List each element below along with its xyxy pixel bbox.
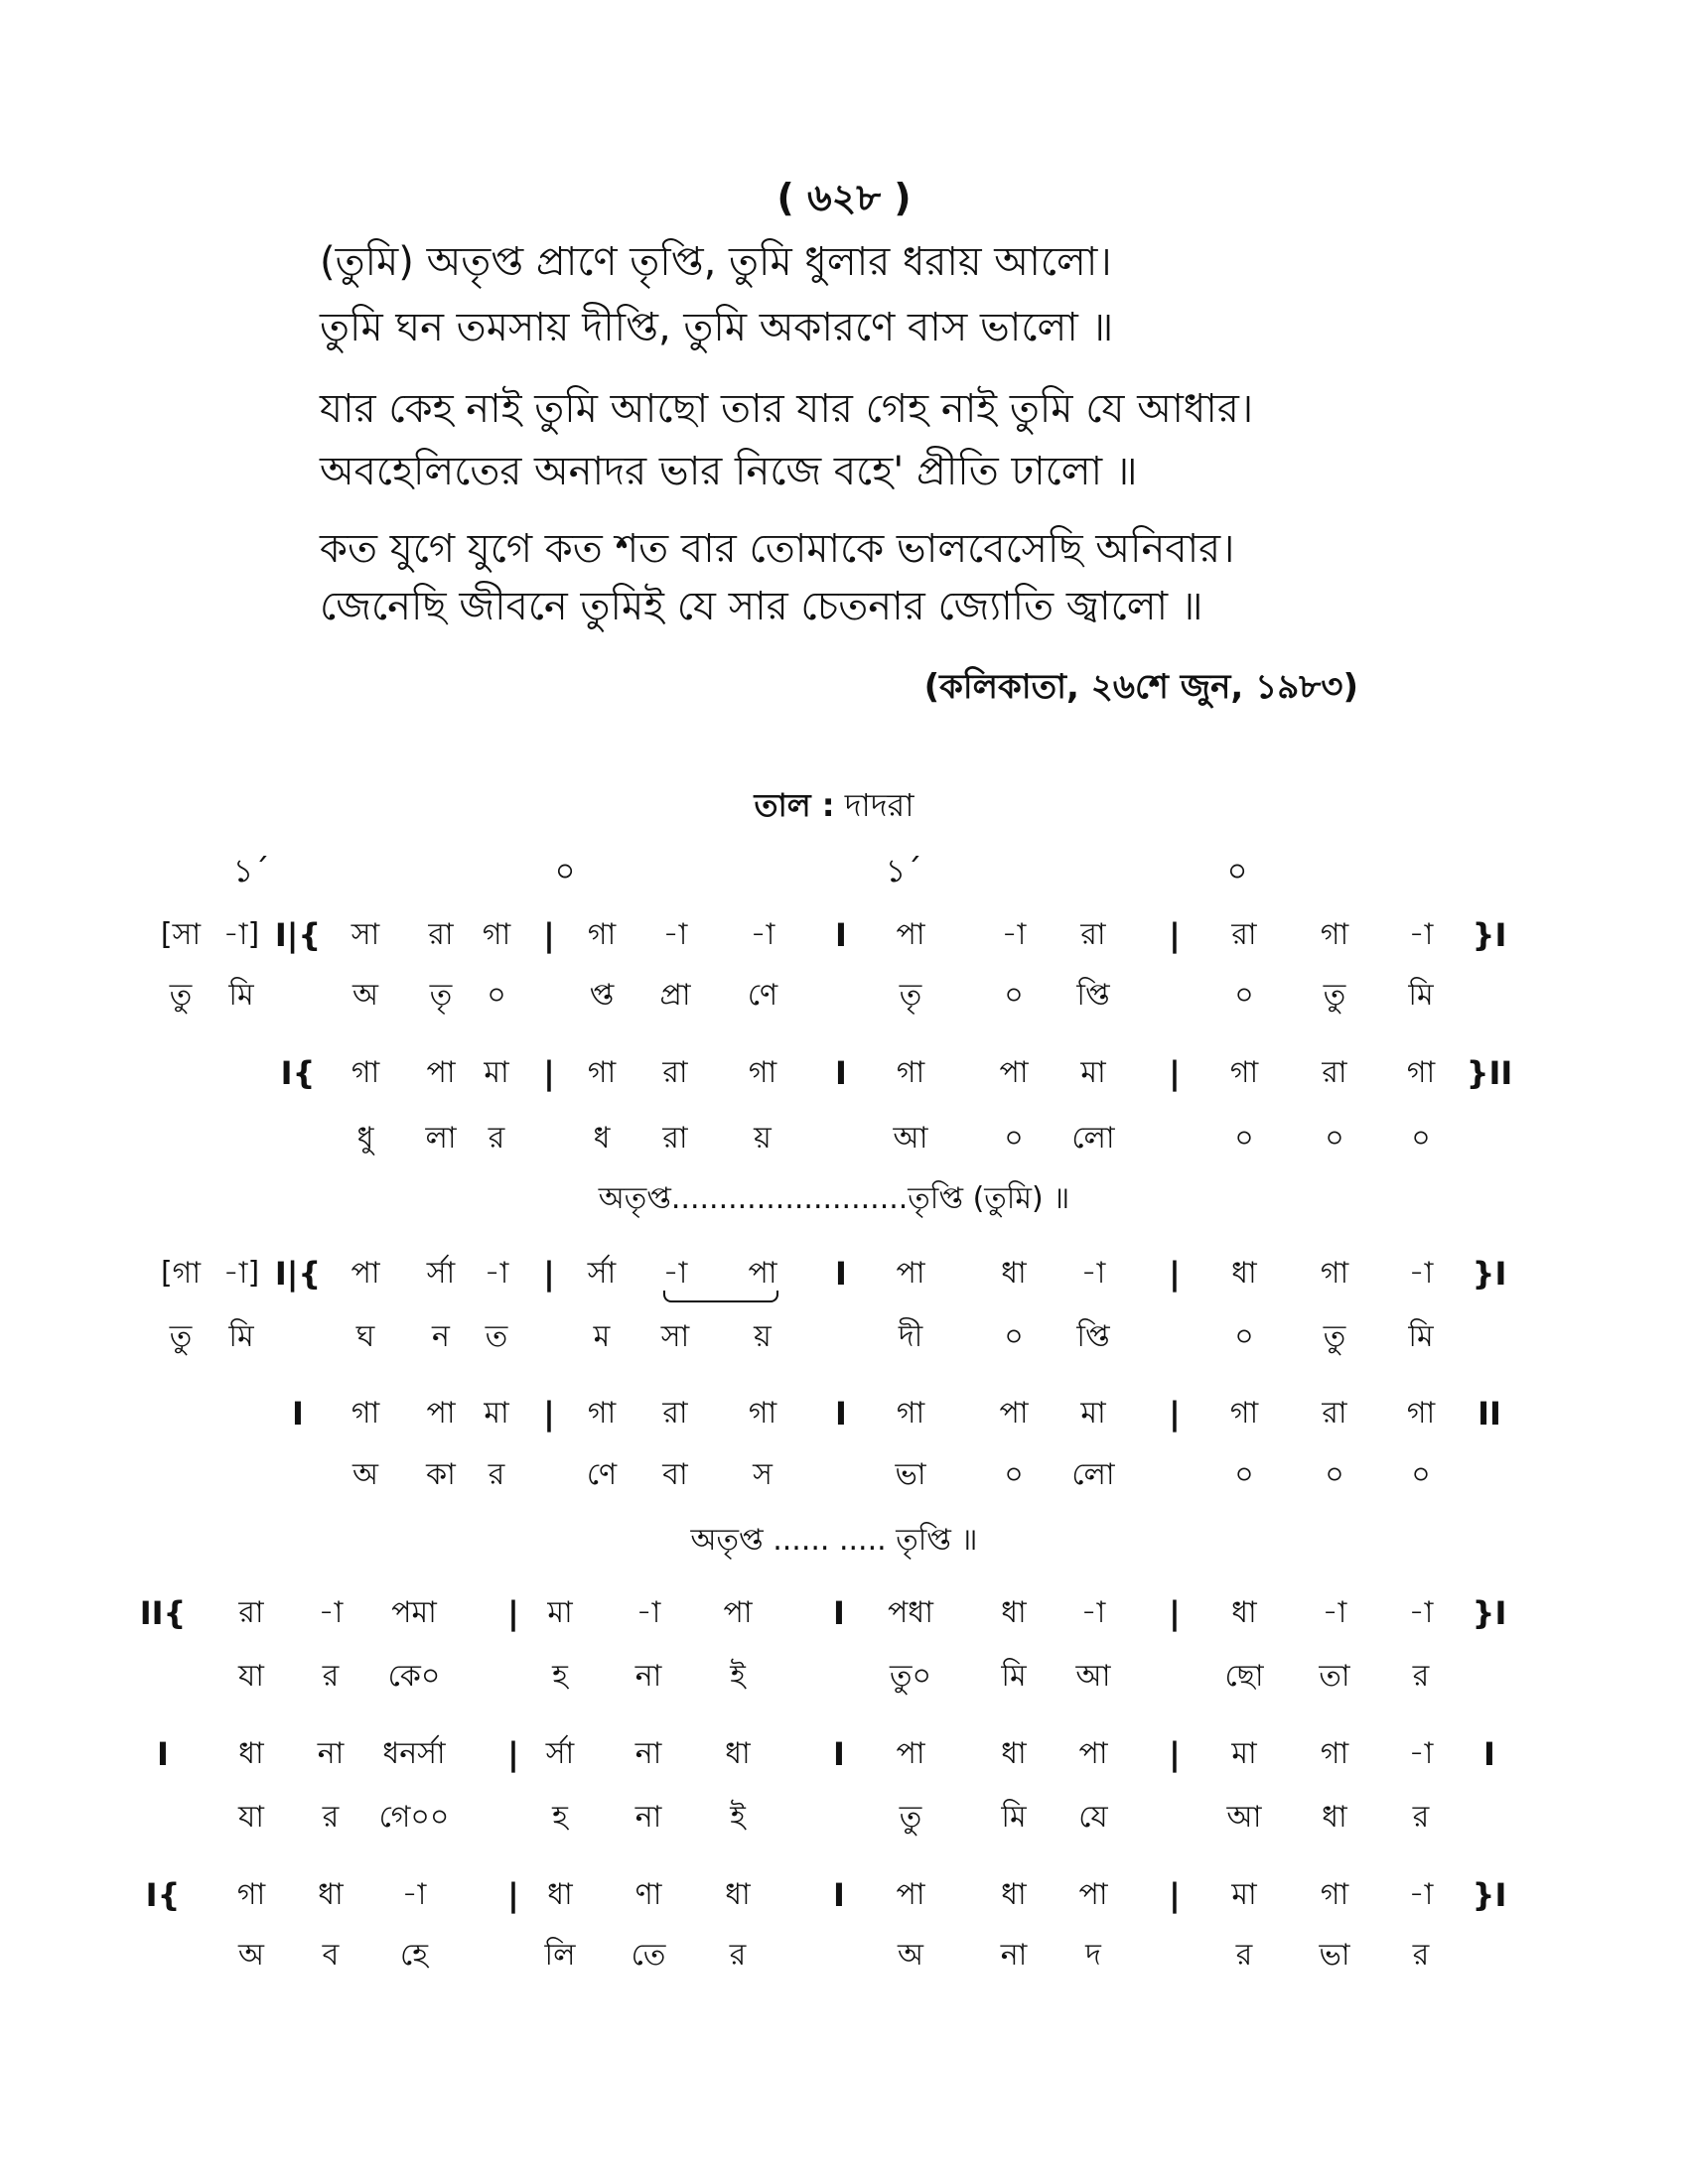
lyric-syllable: র — [1235, 1938, 1253, 1973]
lyric-syllable: সা — [660, 1319, 690, 1354]
lyric-syllable: ভা — [1319, 1938, 1350, 1973]
lyric-syllable: মি — [1408, 1319, 1434, 1354]
measure-bar: }I — [1472, 916, 1507, 954]
swara-note: পা — [999, 1396, 1029, 1431]
swara-note: -া — [1408, 917, 1434, 952]
lyric-syllable: ই — [730, 1800, 746, 1835]
swara-note: [গা — [160, 1256, 202, 1291]
swara-note: মা — [484, 1055, 509, 1090]
swara-note: -া — [1408, 1736, 1434, 1771]
lyric-syllable: আ — [1075, 1659, 1111, 1694]
swara-note: রা — [1080, 917, 1106, 952]
swara-note: সা — [351, 917, 380, 952]
lyric-syllable: ০ — [1004, 1319, 1024, 1354]
lyric-syllable: ০ — [1234, 978, 1254, 1013]
measure-bar: }I — [1472, 1594, 1507, 1632]
swara-note: না — [317, 1736, 345, 1771]
lyric-syllable: হে — [400, 1938, 428, 1973]
lyric-syllable: যে — [1078, 1800, 1108, 1835]
lyric-syllable: য় — [754, 1121, 772, 1156]
swara-note: মা — [1231, 1736, 1257, 1771]
swara-note: -া — [1322, 1595, 1347, 1630]
lyric-syllable: তে — [631, 1938, 666, 1973]
swara-note: -া — [635, 1595, 661, 1630]
lyric-syllable: ০ — [1411, 1121, 1431, 1156]
poem-line: তুমি ঘন তমসায় দীপ্তি, তুমি অকারণে বাস ভালো ॥ — [320, 305, 1114, 350]
lyric-syllable: না — [1000, 1938, 1028, 1973]
measure-bar: II{ — [139, 1594, 187, 1632]
swara-note: -া — [1408, 1595, 1434, 1630]
swara-row — [0, 1053, 1688, 1093]
measure-bar: | — [1169, 1395, 1181, 1433]
lyric-syllable: রা — [662, 1121, 688, 1156]
measure-bar: II — [1477, 1395, 1501, 1433]
swara-note: ধা — [1001, 1256, 1027, 1291]
swara-note: গা — [587, 1396, 617, 1431]
swara-note: গা — [896, 1055, 925, 1090]
swara-note: ধা — [238, 1736, 264, 1771]
swara-note: র্সা — [426, 1256, 456, 1291]
measure-bar: | — [543, 1255, 555, 1293]
lyric-syllable: না — [634, 1800, 662, 1835]
swara-note: পা — [896, 917, 925, 952]
lyric-syllable: ন — [432, 1319, 450, 1354]
lyric-row — [0, 1657, 1688, 1697]
swara-note: গা — [1320, 1256, 1349, 1291]
swara-note: ধা — [1001, 1595, 1027, 1630]
swara-note: রা — [1322, 1055, 1347, 1090]
beat-marker: ১´ — [885, 852, 922, 889]
swara-note: -া] — [222, 1256, 260, 1291]
swara-note: গা — [351, 1396, 380, 1431]
lyric-syllable: তু — [1323, 978, 1346, 1013]
lyric-syllable: ঘ — [355, 1319, 375, 1354]
refrain-cue: অতৃপ্ত ...... ..... তৃপ্তি ॥ — [690, 1523, 978, 1558]
lyric-syllable: প্রা — [659, 978, 691, 1013]
lyric-syllable: ভা — [895, 1457, 926, 1492]
swara-note: -া — [1080, 1595, 1106, 1630]
lyric-syllable: হ — [552, 1659, 568, 1694]
measure-bar: I — [833, 1876, 845, 1914]
lyric-syllable: তু — [169, 1319, 193, 1354]
lyric-syllable: অ — [238, 1938, 264, 1973]
lyric-syllable: না — [634, 1659, 662, 1694]
swara-row — [0, 1593, 1688, 1633]
poem-line: কত যুগে যুগে কত শত বার তোমাকে ভালবেসেছি অনিবার। — [320, 526, 1235, 572]
swara-note: -া — [662, 1256, 688, 1291]
swara-row — [0, 1734, 1688, 1774]
swara-note: পধা — [888, 1595, 933, 1630]
swara-note: [সা — [160, 917, 202, 952]
lyric-syllable: ০ — [1325, 1457, 1344, 1492]
lyric-syllable: দ — [1085, 1938, 1101, 1973]
lyric-syllable: র — [322, 1800, 340, 1835]
measure-bar: | — [507, 1876, 519, 1914]
lyric-row — [0, 1455, 1688, 1495]
swara-note: রা — [662, 1396, 688, 1431]
swara-note: -া — [484, 1256, 509, 1291]
refrain-cue: অতৃপ্ত.........................তৃপ্তি (তুমি) ॥ — [598, 1181, 1070, 1216]
swara-note: গা — [587, 1055, 617, 1090]
swara-note: রা — [662, 1055, 688, 1090]
lyric-syllable: স — [753, 1457, 773, 1492]
measure-bar: | — [1169, 1876, 1181, 1914]
swara-note: ধা — [1231, 1595, 1257, 1630]
poem-line: (তুমি) অতৃপ্ত প্রাণে তৃপ্তি, তুমি ধুলার ধরায় আলো। — [320, 239, 1112, 285]
measure-bar: | — [1169, 916, 1181, 954]
lyric-syllable: তৃ — [899, 978, 922, 1013]
swara-note: পা — [426, 1396, 456, 1431]
tala-label: তাল : — [754, 786, 835, 824]
lyric-syllable: ০ — [487, 978, 506, 1013]
lyric-syllable: প্ত — [589, 978, 615, 1013]
lyric-syllable: মি — [1001, 1659, 1027, 1694]
lyric-syllable: র — [322, 1659, 340, 1694]
swara-note: রা — [1231, 917, 1257, 952]
lyric-syllable: ০ — [1004, 1121, 1024, 1156]
measure-bar: | — [507, 1735, 519, 1773]
measure-bar: | — [1169, 1054, 1181, 1092]
swara-note: পমা — [391, 1595, 437, 1630]
lyric-syllable: যা — [238, 1659, 264, 1694]
beat-marker: ০ — [1226, 852, 1248, 889]
poem-line: যার কেহ নাই তুমি আছো তার যার গেহ নাই তুমি যে আধার। — [320, 386, 1254, 432]
swara-note: মা — [1231, 1877, 1257, 1912]
measure-bar: I|{ — [274, 1255, 322, 1293]
swara-note: র্সা — [587, 1256, 617, 1291]
swara-note: রা — [428, 917, 454, 952]
lyric-syllable: আ — [893, 1121, 928, 1156]
swara-note: গা — [587, 917, 617, 952]
lyric-syllable: ০ — [1411, 1457, 1431, 1492]
poem-line: অবহেলিতের অনাদর ভার নিজে বহে' প্রীতি ঢালো ॥ — [320, 449, 1138, 494]
swara-note: গা — [1406, 1396, 1436, 1431]
swara-note: -া — [318, 1595, 344, 1630]
swara-note: গা — [1320, 1877, 1349, 1912]
lyric-row — [0, 1317, 1688, 1357]
lyric-syllable: তু০ — [889, 1659, 932, 1694]
measure-bar: I — [835, 1054, 847, 1092]
swara-note: ধনর্সা — [382, 1736, 446, 1771]
lyric-syllable: যা — [238, 1800, 264, 1835]
measure-bar: | — [507, 1594, 519, 1632]
swara-note: -া — [401, 1877, 427, 1912]
lyric-row — [0, 1119, 1688, 1159]
lyric-syllable: অ — [352, 1457, 378, 1492]
lyric-syllable: তৃ — [429, 978, 453, 1013]
lyric-syllable: তু — [899, 1800, 922, 1835]
swara-note: পা — [896, 1877, 925, 1912]
lyric-syllable: লো — [1071, 1457, 1115, 1492]
lyric-syllable: তু — [1323, 1319, 1346, 1354]
measure-bar: I — [157, 1735, 169, 1773]
measure-bar: I — [835, 1255, 847, 1293]
lyric-syllable: লি — [544, 1938, 576, 1973]
lyric-syllable: ত — [485, 1319, 508, 1354]
lyric-row — [0, 1798, 1688, 1838]
lyric-syllable: র — [729, 1938, 747, 1973]
swara-note: পা — [351, 1256, 380, 1291]
swara-note: গা — [236, 1877, 266, 1912]
measure-bar: I — [1483, 1735, 1495, 1773]
lyric-syllable: কে০ — [387, 1659, 441, 1694]
measure-bar: I — [833, 1594, 845, 1632]
swara-note: না — [634, 1736, 662, 1771]
tala-heading — [754, 780, 914, 834]
swara-note: পা — [748, 1256, 777, 1291]
swara-note: -া — [1001, 917, 1027, 952]
lyric-syllable: ব — [322, 1938, 340, 1973]
place-date: (কলিকাতা, ২৬শে জুন, ১৯৮৩) — [923, 667, 1358, 707]
lyric-syllable: দী — [898, 1319, 923, 1354]
swara-note: পা — [1078, 1877, 1108, 1912]
swara-note: -া] — [222, 917, 260, 952]
lyric-syllable: অ — [898, 1938, 923, 1973]
swara-note: ধা — [725, 1877, 751, 1912]
swara-note: -া — [662, 917, 688, 952]
lyric-syllable: অ — [352, 978, 378, 1013]
swara-note: রা — [238, 1595, 264, 1630]
beat-marker: ১´ — [232, 852, 270, 889]
measure-bar: | — [543, 916, 555, 954]
lyric-syllable: র — [1412, 1938, 1430, 1973]
lyric-syllable: মি — [228, 1319, 254, 1354]
swara-note: ধা — [1001, 1877, 1027, 1912]
lyric-syllable: হ — [552, 1800, 568, 1835]
swara-note: গা — [748, 1396, 777, 1431]
tala-value: দাদরা — [844, 786, 914, 824]
swara-note: ধা — [547, 1877, 573, 1912]
lyric-syllable: ০ — [1004, 1457, 1024, 1492]
swara-note: গা — [896, 1396, 925, 1431]
swara-note: গা — [482, 917, 511, 952]
swara-note: পা — [896, 1256, 925, 1291]
lyric-syllable: ধ — [593, 1121, 611, 1156]
lyric-syllable: ণে — [747, 978, 778, 1013]
lyric-syllable: মি — [1408, 978, 1434, 1013]
swara-note: পা — [1078, 1736, 1108, 1771]
lyric-syllable: লা — [425, 1121, 457, 1156]
swara-note: মা — [1080, 1055, 1106, 1090]
lyric-syllable: কা — [426, 1457, 456, 1492]
swara-note: পা — [999, 1055, 1029, 1090]
lyric-syllable: বা — [662, 1457, 688, 1492]
measure-bar: }I — [1472, 1876, 1507, 1914]
swara-note: গা — [1229, 1055, 1259, 1090]
page-number: ( ৬২৮ ) — [776, 176, 912, 219]
lyric-syllable: তু — [169, 978, 193, 1013]
measure-bar: I — [835, 916, 847, 954]
lyric-syllable: ছো — [1224, 1659, 1264, 1694]
swara-row — [0, 1254, 1688, 1294]
swara-note: -া — [1080, 1256, 1106, 1291]
swara-note: ণা — [634, 1877, 662, 1912]
measure-bar: | — [1169, 1594, 1181, 1632]
swara-note: -া — [1408, 1877, 1434, 1912]
lyric-syllable: প্তি — [1076, 978, 1110, 1013]
measure-bar: I{ — [280, 1054, 316, 1092]
lyric-syllable: ০ — [1004, 978, 1024, 1013]
swara-note: -া — [750, 917, 775, 952]
lyric-syllable: প্তি — [1076, 1319, 1110, 1354]
lyric-syllable: ০ — [1234, 1319, 1254, 1354]
lyric-syllable: ধু — [356, 1121, 374, 1156]
swara-note: পা — [426, 1055, 456, 1090]
beat-marker: ০ — [554, 852, 576, 889]
swara-row — [0, 1875, 1688, 1915]
slur-mark — [663, 1291, 778, 1302]
measure-bar: I|{ — [274, 916, 322, 954]
swara-note: ধা — [1001, 1736, 1027, 1771]
swara-note: পা — [723, 1595, 753, 1630]
lyric-syllable: র — [1412, 1659, 1430, 1694]
measure-bar: | — [1169, 1255, 1181, 1293]
swara-note: মা — [547, 1595, 573, 1630]
swara-note: মা — [484, 1396, 509, 1431]
measure-bar: | — [1169, 1735, 1181, 1773]
lyric-row — [0, 1936, 1688, 1976]
lyric-syllable: ই — [730, 1659, 746, 1694]
lyric-syllable: লো — [1071, 1121, 1115, 1156]
measure-bar: I{ — [145, 1876, 181, 1914]
swara-note: ধা — [318, 1877, 344, 1912]
swara-note: গা — [351, 1055, 380, 1090]
poem-line: জেনেছি জীবনে তুমিই যে সার চেতনার জ্যোতি জ্বালো ॥ — [320, 584, 1203, 629]
swara-note: গা — [1320, 917, 1349, 952]
lyric-syllable: র — [488, 1121, 505, 1156]
swara-note: গা — [1320, 1736, 1349, 1771]
swara-note: গা — [748, 1055, 777, 1090]
swara-note: রা — [1322, 1396, 1347, 1431]
swara-note: মা — [1080, 1396, 1106, 1431]
swara-note: গা — [1229, 1396, 1259, 1431]
lyric-syllable: ০ — [1234, 1121, 1254, 1156]
swara-note: পা — [896, 1736, 925, 1771]
lyric-syllable: র — [488, 1457, 505, 1492]
lyric-syllable: ০ — [1325, 1121, 1344, 1156]
measure-bar: }I — [1472, 1255, 1507, 1293]
lyric-syllable: ০ — [1234, 1457, 1254, 1492]
measure-bar: I — [292, 1395, 304, 1433]
lyric-syllable: মি — [228, 978, 254, 1013]
lyric-syllable: র — [1412, 1800, 1430, 1835]
swara-row — [0, 1394, 1688, 1433]
lyric-syllable: গে০০ — [378, 1800, 450, 1835]
swara-row — [0, 915, 1688, 955]
swara-note: -া — [1408, 1256, 1434, 1291]
swara-note: ধা — [725, 1736, 751, 1771]
lyric-syllable: ধা — [1322, 1800, 1347, 1835]
lyric-syllable: য় — [754, 1319, 772, 1354]
swara-note: ধা — [1231, 1256, 1257, 1291]
lyric-syllable: তা — [1319, 1659, 1350, 1694]
lyric-syllable: মি — [1001, 1800, 1027, 1835]
measure-bar: I — [833, 1735, 845, 1773]
swara-note: র্সা — [545, 1736, 575, 1771]
lyric-syllable: ম — [593, 1319, 611, 1354]
lyric-syllable: ণে — [586, 1457, 618, 1492]
measure-bar: | — [543, 1395, 555, 1433]
measure-bar: | — [543, 1054, 555, 1092]
swara-note: গা — [1406, 1055, 1436, 1090]
lyric-syllable: আ — [1226, 1800, 1262, 1835]
measure-bar: }II — [1466, 1054, 1513, 1092]
lyric-row — [0, 976, 1688, 1016]
measure-bar: I — [835, 1395, 847, 1433]
